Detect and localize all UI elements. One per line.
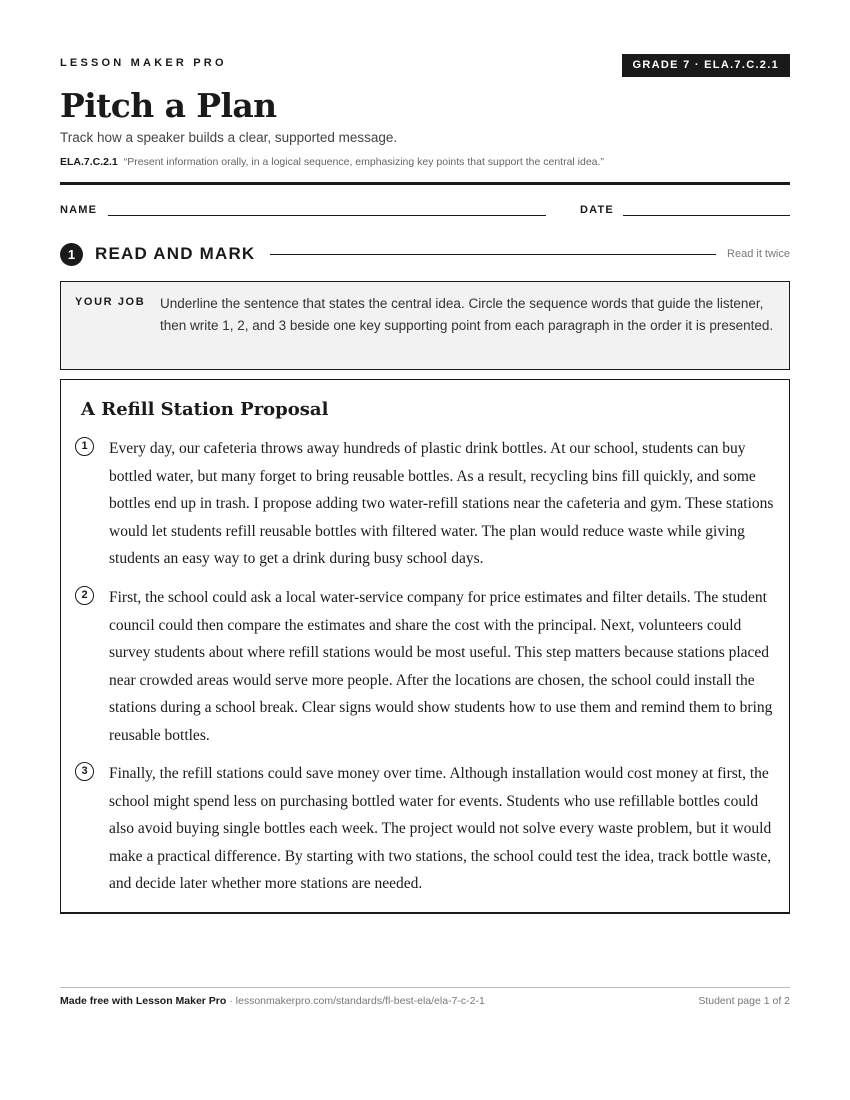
standard-text: “Present information orally, in a logical sequence, emphasizing key points that support the central idea.” xyxy=(123,156,604,168)
standard-line xyxy=(60,156,604,168)
date-label: DATE xyxy=(580,204,614,216)
page-title: Pitch a Plan xyxy=(60,86,277,125)
section-divider xyxy=(270,254,716,255)
paragraph-text: First, the school could ask a local water-service company for price estimates and filter details. The student council could then compare the estimates and share the cost with the principal. Next, volunteers could survey students about where refill stations would be most useful. This step matters because stations placed near crowded areas would serve more people. After the locations are chosen, the school could install the stations during a school break. Clear signs would show students how to use them and remind them to bring reusable bottles. xyxy=(109,589,773,744)
paragraph-text: Every day, our cafeteria throws away hundreds of plastic drink bottles. At our school, students can buy bottled water, but many forget to bring reusable bottles. As a result, recycling bins fill quickly, and some bottles end up in trash. I propose adding two water-refill stations near the cafeteria and gym. These stations would let students refill reusable bottles with filtered water. The plan would reduce waste while giving students an easy way to get a drink during busy school days. xyxy=(109,440,774,567)
paragraph-text: Finally, the refill stations could save money over time. Although installation would cost money at first, the school might spend less on purchasing bottled water for events. Students who use refillable bottles could also avoid buying single bottles each week. The project would not solve every waste problem, but it would make a practical difference. By starting with two stations, the school could test the idea, track bottle waste, and decide later whether more stations are needed. xyxy=(109,765,772,892)
standard-code: ELA.7.C.2.1 xyxy=(60,156,118,168)
footer-credit xyxy=(60,995,485,1007)
passage-title: A Refill Station Proposal xyxy=(81,399,329,420)
date-field[interactable] xyxy=(623,215,790,216)
section-number-badge: 1 xyxy=(60,243,83,266)
instructions-text: Underline the sentence that states the central idea. Circle the sequence words that guide the listener, then write 1, 2, and 3 beside one key supporting point from each paragraph in the order it is presented. xyxy=(160,296,774,333)
brand-name: LESSON MAKER PRO xyxy=(60,57,227,69)
name-label: NAME xyxy=(60,204,98,216)
section-note: Read it twice xyxy=(727,248,790,260)
paragraph-number: 2 xyxy=(75,586,94,605)
name-field[interactable] xyxy=(108,215,546,216)
paragraph-number: 1 xyxy=(75,437,94,456)
passage-box xyxy=(60,379,790,914)
header-divider xyxy=(60,182,790,185)
instructions-label: YOUR JOB xyxy=(75,296,146,308)
footer-url[interactable]: · lessonmakerpro.com/standards/fl-best-ela/ela-7-c-2-1 xyxy=(226,995,485,1007)
page-subtitle: Track how a speaker builds a clear, supported message. xyxy=(60,130,398,145)
footer-page-number: Student page 1 of 2 xyxy=(698,995,790,1007)
section-title: READ AND MARK xyxy=(95,244,256,263)
footer-divider xyxy=(60,987,790,988)
grade-standard-badge: GRADE 7 · ELA.7.C.2.1 xyxy=(622,54,791,77)
paragraph-number: 3 xyxy=(75,762,94,781)
footer-made-with: Made free with Lesson Maker Pro xyxy=(60,995,227,1007)
instructions-box xyxy=(60,281,790,370)
